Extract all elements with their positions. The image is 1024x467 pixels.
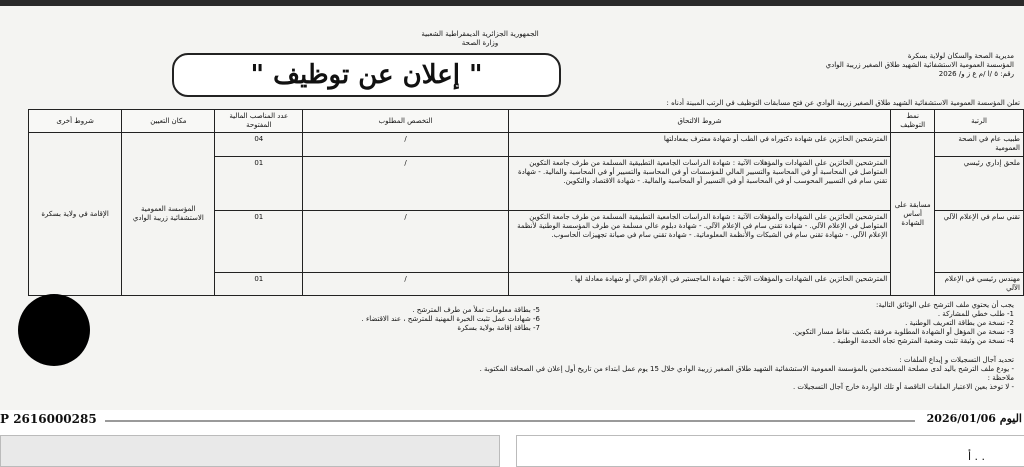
document-item: 2- نسخة من بطاقة التعريف الوطنية .: [905, 319, 1014, 327]
banner-title: " إعلان عن توظيف ": [172, 53, 561, 97]
directorate-line: مديرية الصحة والسكان لولاية بسكرة: [907, 52, 1014, 60]
intro-text: تعلن المؤسسة العمومية الاستشفائية الشهيد طلاق الصغير زريبة الوادي عن فتح مسابقات التوظيف في الرتب المبينة أدناه :: [666, 99, 1020, 107]
header-center: [400, 30, 560, 48]
conditions-cell: المترشحين الحائزين على الشهادات والمؤهلات الآتية : شهادة الدراسات الجامعية التطبيقية المسلمة من طرف جامعة التكوين المتواصل في المحاسبة أو في المحاسبة والتسيير المالي للمؤسسات أو في المحاسبة والتسيير أو في المحاسبة والمالية. - شهادة تقني سام في التسيير المحوسب أو في المحاسبة أو في التسيير أو المحاسبة والمالية. - شهادة الاقتصاد والتكوين.: [508, 157, 890, 211]
rank-cell: طبيب عام في الصحة العمومية: [935, 133, 1024, 157]
other-cell: الإقامة في ولاية بسكرة: [29, 133, 122, 296]
notes-title: ملاحظة :: [987, 374, 1014, 382]
col-rank: الرتبة: [935, 110, 1024, 133]
next-card-right[interactable]: [516, 435, 1024, 467]
rank-cell: ملحق إداري رئيسي: [935, 157, 1024, 211]
col-other: شروط أخرى: [29, 110, 122, 133]
positions-table: [28, 109, 1024, 296]
document-item: 6- شهادات عمل تثبت الخبرة المهنية للمترشح ، عند الاقتضاء .: [361, 315, 540, 323]
table-header-row: [29, 110, 1024, 133]
specialty-cell: /: [303, 133, 509, 157]
footer-divider: [105, 420, 915, 422]
document-item: 1- طلب خطي للمشاركة .: [937, 310, 1014, 318]
conditions-cell: المترشحين الحائزين على شهادة دكتوراه في الطب أو شهادة معترف بمعادلتها: [508, 133, 890, 157]
notes-text: - لا توخذ بعين الاعتبار الملفات الناقصة أو تلك الواردة خارج آجال التسجيلات .: [792, 383, 1014, 391]
deadline-title: تحديد آجال التسجيلات و إيداع الملفات :: [899, 356, 1014, 364]
documents-title: يجب أن يحتوي ملف الترشح على الوثائق التالية:: [876, 301, 1014, 309]
place-cell: المؤسسة العمومية الاستشفائية زريبة الوادي: [122, 133, 215, 296]
documents-extra: [210, 306, 540, 333]
rank-cell: تقني سام في الإعلام الآلي: [935, 211, 1024, 273]
footer-date-value: 2026/01/06: [926, 412, 996, 425]
conditions-cell: المترشحين الحائزين على الشهادات والمؤهلات الآتية : شهادة الماجستير في الإعلام الآلي أو شهادة معادلة لها .: [508, 273, 890, 296]
footer-code-value: 2616000285: [13, 412, 97, 426]
republic-line: الجمهورية الجزائرية الديمقراطية الشعبية: [421, 30, 539, 38]
count-cell: 01: [215, 273, 303, 296]
conditions-cell: المترشحين الحائزين على الشهادات والمؤهلات الآتية : شهادة الدراسات الجامعية التطبيقية المسلمة من طرف جامعة التكوين المتواصل في الإعلام الآلي. - شهادة تقني سام في الإعلام الآلي. - شهادة دبلوم عالي مسلمة من طرف المؤسسة الوطنية لأنظمة الإعلام الآلي. - شهادة تقني سام في الشبكات والأنظمة المعلوماتية. - شهادة تقني سام في صيانة تجهيزات الحاسوب.: [508, 211, 890, 273]
col-specialty: التخصص المطلوب: [303, 110, 509, 133]
count-cell: 01: [215, 211, 303, 273]
footer-code: P 2616000285: [0, 412, 97, 426]
col-conditions: شروط الالتحاق: [508, 110, 890, 133]
redaction-circle: [18, 294, 90, 366]
institution-line: المؤسسة العمومية الاستشفائية الشهيد طلاق الصغير زريبة الوادي: [825, 61, 1014, 69]
col-place: مكان التعيين: [122, 110, 215, 133]
table-row: [29, 133, 1024, 157]
col-mode: نمط التوظيف: [891, 110, 935, 133]
deadline-text: - يودع ملف الترشح باليد لدى مصلحة المستخدمين بالمؤسسة العمومية الاستشفائية الشهيد طلاق الصغير زريبة الوادي خلال 15 يوم عمل ابتداء من تاريخ أول إعلان في الصحافة المكتوبة .: [479, 365, 1014, 373]
reference-line: رقم: ٥ /ا /م ع ز و/ 2026: [938, 70, 1014, 78]
ministry-line: وزارة الصحة: [461, 39, 499, 47]
specialty-cell: /: [303, 273, 509, 296]
document-item: 4- نسخة من وثيقة تثبت وضعية المترشح تجاه الخدمة الوطنية .: [832, 337, 1014, 345]
specialty-cell: /: [303, 211, 509, 273]
mode-cell: مسابقة على أساس الشهادة: [891, 133, 935, 296]
document-item: 5- بطاقة معلومات تملأ من طرف المترشح .: [412, 306, 540, 314]
footer-prefix: اليوم: [999, 412, 1022, 425]
footer-date: [927, 412, 1022, 425]
count-cell: 01: [215, 157, 303, 211]
rank-cell: مهندس رئيسي في الإعلام الآلي: [935, 273, 1024, 296]
document-item: 3- نسخة من المؤهل أو الشهادة المطلوبة مرفقة بكشف نقاط مسار التكوين.: [792, 328, 1014, 336]
announcement-page: [0, 6, 1024, 410]
deadline-notes: [24, 356, 1014, 392]
card-fragment: أ . .: [967, 450, 985, 463]
header-right: [744, 52, 1014, 79]
specialty-cell: /: [303, 157, 509, 211]
count-cell: 04: [215, 133, 303, 157]
col-count: عدد المناصب المالية المفتوحة: [215, 110, 303, 133]
next-card-left[interactable]: [0, 435, 500, 467]
footer: [0, 412, 1024, 428]
document-item: 7- بطاقة إقامة بولاية بسكرة: [457, 324, 540, 332]
